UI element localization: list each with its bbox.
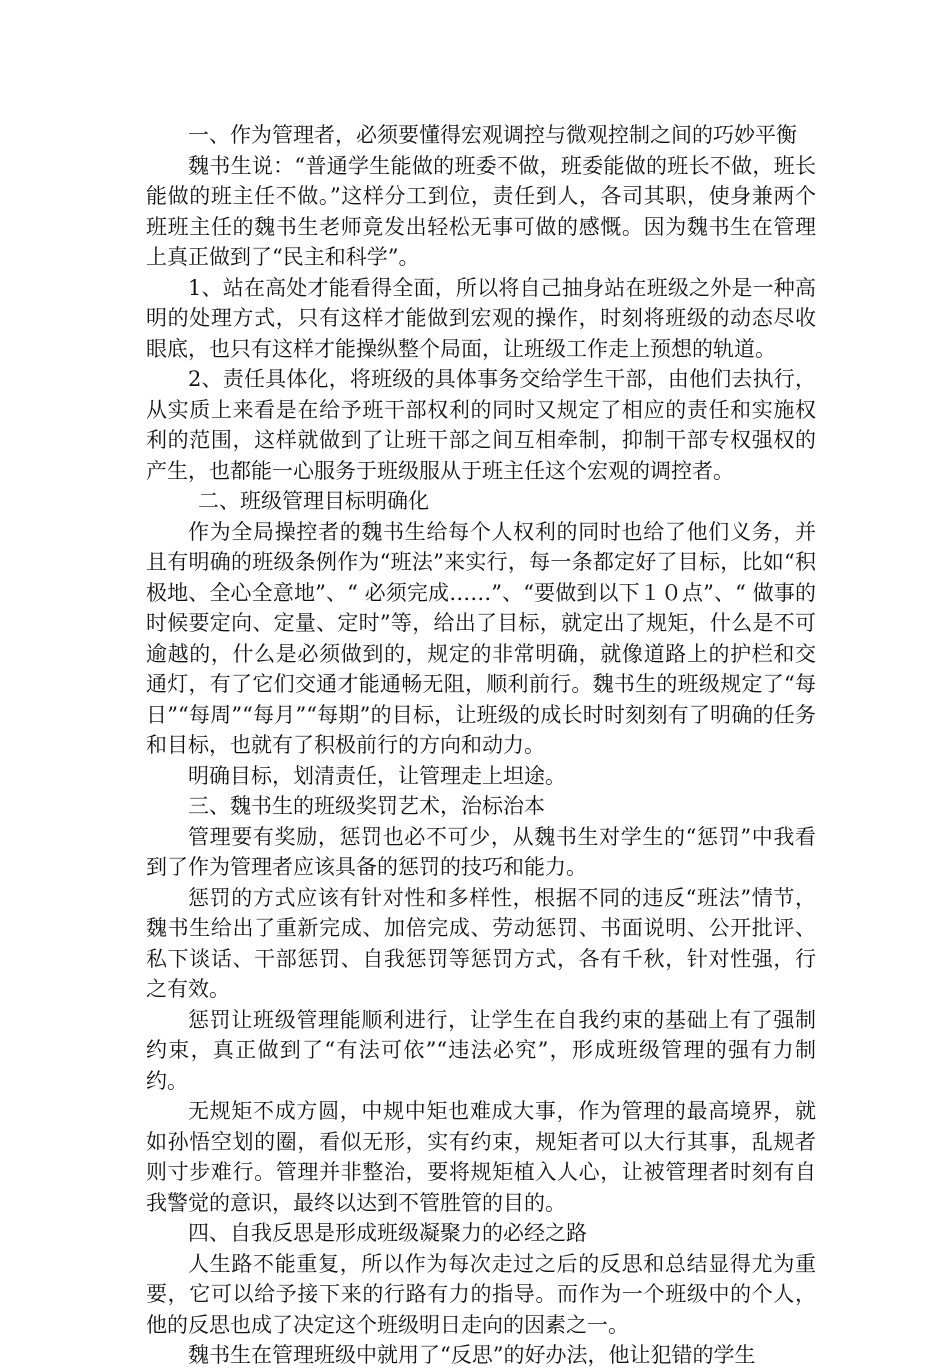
paragraph: 人生路不能重复，所以作为每次走过之后的反思和总结显得尤为重要，它可以给予接下来的行路有力的指导。而作为一个班级中的个人，他的反思也成了决定这个班级明日走向的因素之一。 [146,1251,816,1337]
paragraph: 1、站在高处才能看得全面，所以将自己抽身站在班级之外是一种高明的处理方式，只有这样才能做到宏观的操作，时刻将班级的动态尽收眼底，也只有这样才能操纵整个局面，让班级工作走上预想的轨道。 [146,275,816,361]
paragraph: 惩罚让班级管理能顺利进行，让学生在自我约束的基础上有了强制约束，真正做到了“有法可依”“违法必究”，形成班级管理的强有力制约。 [146,1007,816,1093]
paragraph: 魏书生在管理班级中就用了“反思”的好办法，他让犯错的学生 [188,1343,756,1367]
paragraph: 作为全局操控者的魏书生给每个人权利的同时也给了他们义务，并且有明确的班级条例作为“班法”来实行，每一条都定好了目标，比如“积极地、全心全意地”、“ 必须完成……”、“要做到以下１０点”、“ 做事的时候要定向、定量、定时”等，给出了目标，就定出了规矩，什么是不可逾越的，什么是必须做到的，规定的非常明确，就像道路上的护栏和交通灯，有了它们交通才能通畅无阻，顺利前行。魏书生的班级规定了“每日”“每周”“每月”“每期”的目标，让班级的成长时时刻刻有了明确的任务和目标，也就有了积极前行的方向和动力。 [146,519,816,757]
paragraph: 无规矩不成方圆，中规中矩也难成大事，作为管理的最高境界，就如孙悟空划的圈，看似无形，实有约束，规矩者可以大行其事，乱规者则寸步难行。管理并非整治，要将规矩植入人心，让被管理者时刻有自我警觉的意识，最终以达到不管胜管的目的。 [146,1099,816,1215]
paragraph: 魏书生说：“普通学生能做的班委不做，班委能做的班长不做，班长能做的班主任不做。”这样分工到位，责任到人，各司其职，使身兼两个班班主任的魏书生老师竟发出轻松无事可做的感慨。因为魏书生在管理上真正做到了“民主和科学”。 [146,153,816,269]
paragraph: 2、责任具体化，将班级的具体事务交给学生干部，由他们去执行，从实质上来看是在给予班干部权利的同时又规定了相应的责任和实施权利的范围，这样就做到了让班干部之间互相牵制，抑制干部专权强权的产生，也都能一心服务于班级服从于班主任这个宏观的调控者。 [146,367,816,483]
paragraph: 管理要有奖励，惩罚也必不可少，从魏书生对学生的“惩罚”中我看到了作为管理者应该具备的惩罚的技巧和能力。 [146,824,816,879]
paragraph: 惩罚的方式应该有针对性和多样性，根据不同的违反“班法”情节，魏书生给出了重新完成、加倍完成、劳动惩罚、书面说明、公开批评、私下谈话、干部惩罚、自我惩罚等惩罚方式，各有千秋，针对性强，行之有效。 [146,885,816,1001]
document-body [146,120,816,1371]
section-heading-1: 一、作为管理者，必须要懂得宏观调控与微观控制之间的巧妙平衡 [188,123,797,147]
section-heading-3: 三、魏书生的班级奖罚艺术，治标治本 [188,794,545,818]
paragraph: 明确目标，划清责任，让管理走上坦途。 [188,763,566,788]
section-heading-2: 二、班级管理目标明确化 [198,489,429,513]
section-heading-4: 四、自我反思是形成班级凝聚力的必经之路 [188,1221,587,1245]
